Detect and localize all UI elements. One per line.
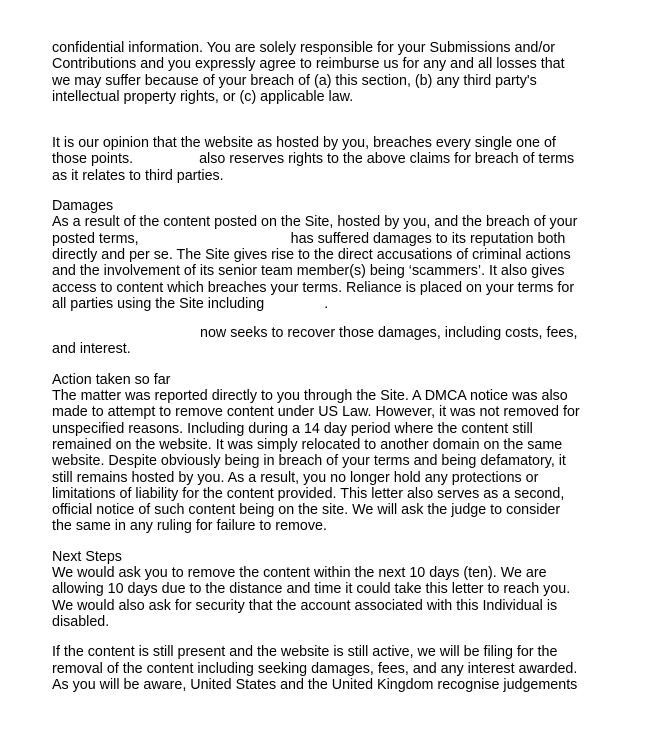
text-line: as it relates to third parties. — [52, 167, 224, 184]
text-line: If the content is still present and the website is still active, we will be filing for the — [52, 644, 558, 661]
text-line: We would also ask for security that the account associated with this Individual is — [52, 597, 558, 614]
letter-page — [52, 40, 652, 693]
text-line — [52, 151, 652, 167]
text-line: As a result of the content posted on the Site, hosted by you, and the breach of your — [52, 214, 578, 231]
text-line: limitations of liability for the content provided. This letter also serves as a second, — [52, 485, 565, 502]
redacted-name — [264, 298, 324, 310]
damages-section — [52, 198, 652, 312]
text-line: intellectual property rights, or (c) applicable law. — [52, 88, 354, 105]
text-fragment: has suffered damages to its reputation both — [290, 230, 566, 247]
text-line: and the involvement of its senior team member(s) being ‘scammers’. It also gives — [52, 263, 565, 280]
text-line — [52, 296, 652, 312]
text-line: As you will be aware, United States and the United Kingdom recognise judgements — [52, 676, 578, 693]
text-line: We would ask you to remove the content within the next 10 days (ten). We are — [52, 565, 547, 582]
text-line: It is our opinion that the website as hosted by you, breaches every single one of — [52, 135, 556, 152]
text-line: we may suffer because of your breach of (a) this section, (b) any third party's — [52, 72, 537, 89]
text-line: Contributions and you expressly agree to reimburse us for any and all losses that — [52, 56, 565, 73]
text-line: directly and per se. The Site gives rise to the direct accusations of criminal actions — [52, 246, 571, 263]
text-line: made to attempt to remove content under US Law. However, it was not removed for — [52, 404, 580, 421]
text-line: official notice of such content being on the site. We will ask the judge to consider — [52, 502, 561, 519]
final-paragraph — [52, 644, 652, 693]
text-fragment: posted terms, — [52, 230, 139, 247]
text-fragment: also reserves rights to the above claims for breach of terms — [199, 151, 575, 168]
text-line: confidential information. You are solely responsible for your Submissions and/or — [52, 40, 556, 56]
text-line: allowing 10 days due to the distance and time it could take this letter to reach you. — [52, 581, 571, 598]
text-line: remained on the website. It was simply relocated to another domain on the same — [52, 436, 563, 453]
action-section — [52, 372, 652, 535]
text-line: access to content which breaches your terms. Reliance is placed on your terms for — [52, 279, 575, 296]
section-heading-next-steps: Next Steps — [52, 548, 122, 565]
text-line: unspecified reasons. Including during a 14 day period where the content still — [52, 420, 533, 437]
text-line: and interest. — [52, 341, 131, 358]
redacted-name — [133, 154, 199, 166]
text-line — [52, 231, 652, 247]
next-steps-section — [52, 549, 652, 630]
section-heading-action: Action taken so far — [52, 371, 171, 388]
text-line: disabled. — [52, 613, 110, 630]
text-fragment: . — [324, 295, 329, 312]
redacted-name — [139, 233, 291, 245]
text-fragment: all parties using the Site including — [52, 295, 265, 312]
opinion-paragraph — [52, 135, 652, 184]
recover-paragraph — [52, 325, 652, 358]
text-line: now seeks to recover those damages, including costs, fees, — [200, 325, 578, 342]
text-fragment: those points. — [52, 151, 134, 168]
text-line: removal of the content including seeking damages, fees, and any interest awarded. — [52, 660, 578, 677]
section-heading-damages: Damages — [52, 198, 114, 215]
text-line: still remains hosted by you. As a result, you no longer hold any protections or — [52, 469, 539, 486]
text-line: The matter was reported directly to you through the Site. A DMCA notice was also — [52, 388, 568, 405]
liability-paragraph — [52, 40, 652, 105]
text-line: the same in any ruling for failure to remove. — [52, 518, 327, 535]
text-line: website. Despite obviously being in breach of your terms and being defamatory, it — [52, 453, 566, 470]
